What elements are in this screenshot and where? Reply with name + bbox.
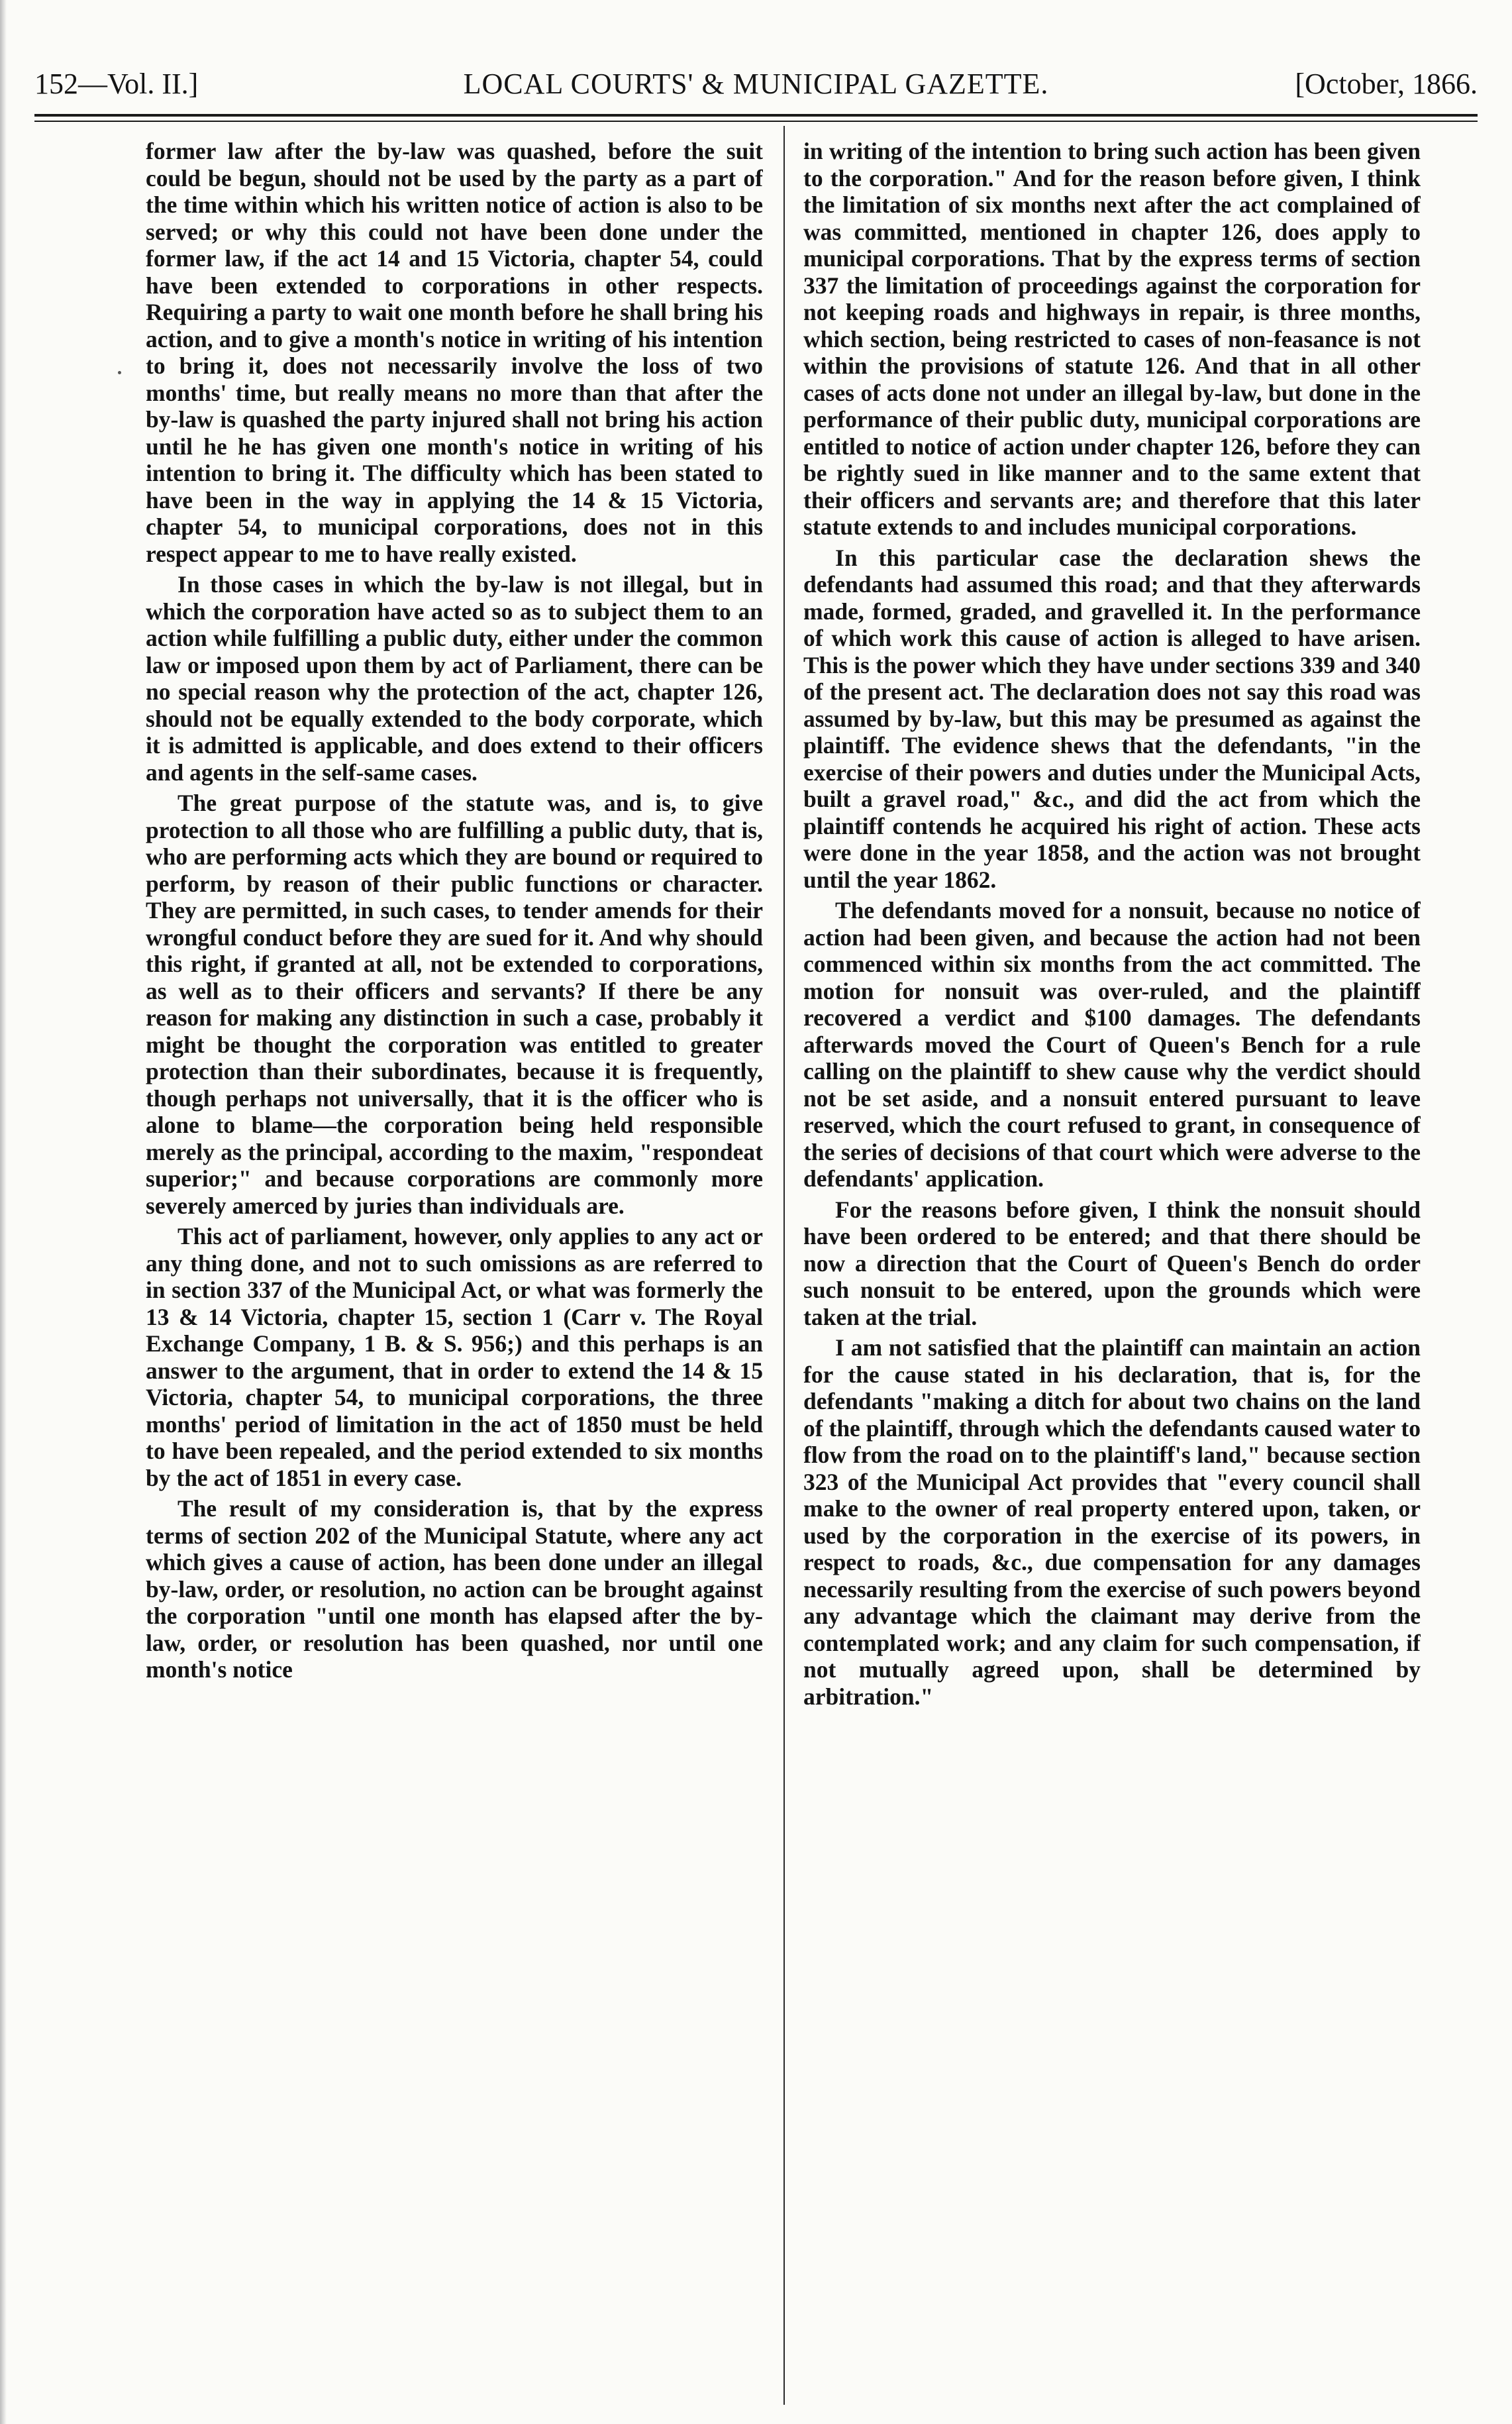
column-divider <box>783 126 785 2405</box>
page-volume-label: 152—Vol. II.] <box>34 68 199 100</box>
paragraph: I am not satisfied that the plaintiff can maintain an action for the cause stated in his declaration, that is, for the defendants "making a ditch for about two chains on the land of the plaintiff, through which the defendants caused water to flow from the road on to the plaintiff's land," because section 323 of the Municipal Act provides that "every council shall make to the owner of real property entered upon, taken, or used by the corporation in the exercise of its powers, in respect to roads, &c., due compensation for any damages necessarily resulting from the exercise of such powers beyond any advantage which the claimant may derive from the contemplated work; and any claim for such compensation, if not mutually agreed upon, shall be determined by arbitration." <box>803 1334 1421 1710</box>
running-header <box>34 61 1478 107</box>
paragraph: In those cases in which the by-law is not illegal, but in which the corporation have acted so as to subject them to an action while fulfilling a public duty, either under the common law or imposed upon them by act of Parliament, there can be no special reason why the protection of the act, chapter 126, should not be equally extended to the body corporate, which it is admitted is applicable, and does extend to their officers and agents in the self-same cases. <box>146 571 763 786</box>
paragraph: in writing of the intention to bring such action has been given to the corporation." And for the reason before given, I think the limitation of six months next after the act complained of was committed, mentioned in chapter 126, does apply to municipal corporations. That by the express terms of section 337 the limitation of proceedings against the corporation for not keeping roads and highways in repair, is three months, which section, being restricted to cases of non-feasance is not within the provisions of statute 126. And that in all other cases of acts done not under an illegal by-law, but done in the performance of their public duty, municipal corporations are entitled to notice of action under chapter 126, before they can be rightly sued in like manner and to the same extent that their officers and servants are; and therefore that this later statute extends to and includes municipal corporations. <box>803 138 1421 540</box>
publication-title: LOCAL COURTS' & MUNICIPAL GAZETTE. <box>463 68 1049 100</box>
paragraph: The defendants moved for a nonsuit, because no notice of action had been given, and because the action had not been commenced within six months from the act committed. The motion for nonsuit was over-ruled, and the plaintiff recovered a verdict and $100 damages. The defendants afterwards moved the Court of Queen's Bench for a rule calling on the plaintiff to shew cause why the verdict should not be set aside, and a nonsuit entered pursuant to leave reserved, which the court refused to grant, in consequence of the series of decisions of that court which were adverse to the defendants' application. <box>803 897 1421 1192</box>
margin-dot <box>118 371 121 374</box>
paragraph: This act of parliament, however, only applies to any act or any thing done, and not to such omissions as are referred to in section 337 of the Municipal Act, or what was formerly the 13 & 14 Victoria, chapter 15, section 1 (Carr v. The Royal Exchange Company, 1 B. & S. 956;) and this perhaps is an answer to the argument, that in order to extend the 14 & 15 Victoria, chapter 54, to municipal corporations, the three months' period of limitation in the act of 1850 must be held to have been repealed, and the period extended to six months by the act of 1851 in every case. <box>146 1223 763 1491</box>
header-rule-thick <box>34 114 1478 117</box>
paragraph: For the reasons before given, I think the nonsuit should have been ordered to be entered; and that there should be now a direction that the Court of Queen's Bench do order such nonsuit to be entered, upon the grounds which were taken at the trial. <box>803 1196 1421 1330</box>
page-binding-edge <box>0 0 7 2424</box>
header-rule-thin <box>34 121 1478 122</box>
left-column <box>146 138 763 2403</box>
issue-date: [October, 1866. <box>1295 68 1478 100</box>
paragraph: In this particular case the declaration shews the defendants had assumed this road; and that they afterwards made, formed, graded, and gravelled it. In the performance of which work this cause of action is alleged to have arisen. This is the power which they have under sections 339 and 340 of the present act. The declaration does not say this road was assumed by by-law, but this may be presumed as against the plaintiff. The evidence shews that the defendants, "in the exercise of their powers and duties under the Municipal Acts, built a gravel road," &c., and did the act from which the plaintiff contends he acquired his right of action. These acts were done in the year 1858, and the action was not brought until the year 1862. <box>803 544 1421 893</box>
paragraph: former law after the by-law was quashed, before the suit could be begun, should not be used by the party as a part of the time within which his written notice of action is also to be served; or why this could not have been done under the former law, if the act 14 and 15 Victoria, chapter 54, could have been extended to corporations in other respects. Requiring a party to wait one month before he shall bring his action, and to give a month's notice in writing of his intention to bring it, does not necessarily involve the loss of two months' time, but really means no more than that after the by-law is quashed the party injured shall not bring his action until he he has given one month's notice in writing of his intention to bring it. The difficulty which has been stated to have been in the way in applying the 14 & 15 Victoria, chapter 54, to municipal corporations, does not in this respect appear to me to have really existed. <box>146 138 763 567</box>
paragraph: The result of my consideration is, that by the express terms of section 202 of the Municipal Statute, where any act which gives a cause of action, has been done under an illegal by-law, order, or resolution, no action can be brought against the corporation "until one month has elapsed after the by-law, order, or resolution has been quashed, nor until one month's notice <box>146 1495 763 1683</box>
paragraph: The great purpose of the statute was, and is, to give protection to all those who are fulfilling a public duty, that is, who are performing acts which they are bound or required to perform, by reason of their public functions or character. They are permitted, in such cases, to tender amends for their wrongful conduct before they are sued for it. And why should this right, if granted at all, not be extended to corporations, as well as to their officers and servants? If there be any reason for making any distinction in such a case, probably it might be thought the corporation was entitled to greater protection than their subordinates, because it is frequently, though perhaps not universally, that it is the officer who is alone to blame—the corporation being held responsible merely as the principal, according to the maxim, "respondeat superior;" and because corporations are commonly more severely amerced by juries than individuals are. <box>146 790 763 1219</box>
right-column <box>803 138 1421 2403</box>
